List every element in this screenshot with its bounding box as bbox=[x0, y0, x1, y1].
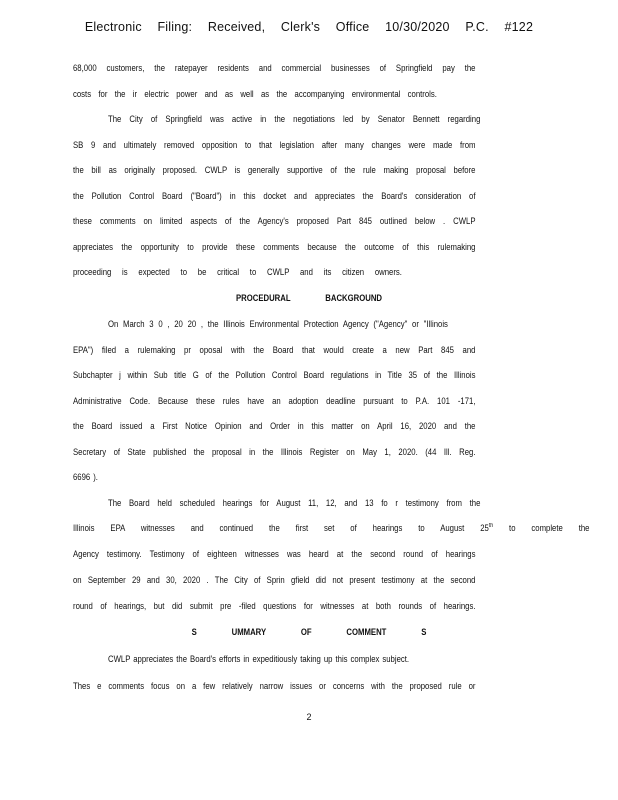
body-line: Thes e comments focus on a few relatively narrow issues or concerns with the proposed rule or bbox=[73, 681, 476, 691]
body-line: Agency testimony. Testimony of eighteen witnesses was heard at the second round of hearings bbox=[73, 549, 476, 559]
summary-of-comments-heading: S UMMARY OF COMMENT S bbox=[191, 627, 427, 637]
body-line: CWLP appreciates the Board's efforts in expeditiously taking up this complex subject. bbox=[108, 654, 410, 664]
body-line: round of hearings, but did submit pre -filed questions for witnesses at both rounds of hearings. bbox=[73, 601, 476, 611]
body-line: The City of Springfield was active in the negotiations led by Senator Bennett regarding bbox=[108, 114, 481, 124]
ordinal-superscript: th bbox=[488, 523, 494, 529]
page-number: 2 bbox=[306, 712, 312, 722]
body-line: proceeding is expected to be critical to CWLP and its citizen owners. bbox=[73, 267, 402, 277]
body-line: appreciates the opportunity to provide these comments because the outcome of this rulemaking bbox=[73, 242, 476, 252]
body-line: these comments on limited aspects of the Agency's proposed Part 845 outlined below . CWLP bbox=[73, 216, 476, 226]
body-line: On March 3 0 , 20 20 , the Illinois Environmental Protection Agency ("Agency" or "Illinois bbox=[108, 319, 448, 329]
body-line: on September 29 and 30, 2020 . The City of Sprin gfield did not present testimony at the second bbox=[73, 575, 476, 585]
body-line: 6696 ). bbox=[73, 472, 98, 482]
body-line: The Board held scheduled hearings for August 11, 12, and 13 fo r testimony from the bbox=[108, 498, 481, 508]
body-line: 68,000 customers, the ratepayer residents and commercial businesses of Springfield pay the bbox=[73, 63, 476, 73]
body-line: Administrative Code. Because these rules have an adoption deadline pursuant to P.A. 101 -171, bbox=[73, 396, 476, 406]
body-line: Secretary of State published the proposal in the Illinois Register on May 1, 2020. (44 Ill. Reg. bbox=[73, 447, 476, 457]
body-line: the bill as originally proposed. CWLP is generally supportive of the rule making proposal before bbox=[73, 165, 476, 175]
body-line: EPA") filed a rulemaking pr oposal with the Board that would create a new Part 845 and bbox=[73, 345, 476, 355]
filing-header: Electronic Filing: Received, Clerk's Office 10/30/2020 P.C. #122 bbox=[84, 20, 534, 34]
line-text: to complete the bbox=[493, 523, 590, 533]
procedural-background-heading: PROCEDURAL BACKGROUND bbox=[235, 293, 383, 303]
body-line: Subchapter j within Sub title G of the Pollution Control Board regulations in Title 35 of the Illinois bbox=[73, 370, 476, 380]
body-line bbox=[73, 523, 590, 534]
body-line: the Board issued a First Notice Opinion and Order in this matter on April 16, 2020 and the bbox=[73, 421, 476, 431]
body-line: costs for the ir electric power and as well as the accompanying environmental controls. bbox=[73, 89, 437, 99]
body-line: SB 9 and ultimately removed opposition to that legislation after many changes were made from bbox=[73, 140, 476, 150]
line-text: Illinois EPA witnesses and continued the first set of hearings to August 25 bbox=[73, 523, 489, 533]
body-line: the Pollution Control Board ("Board") in this docket and appreciates the Board's consideration of bbox=[73, 191, 476, 201]
